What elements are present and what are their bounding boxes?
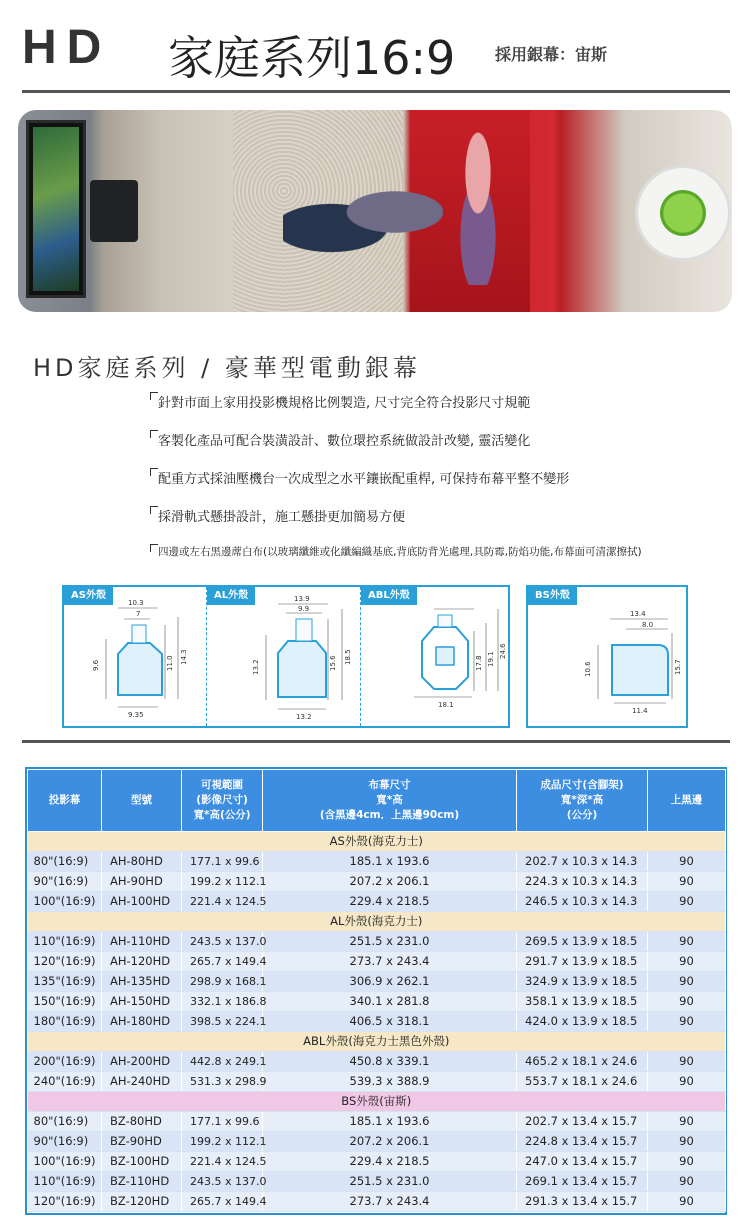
dim-label: 8.0 xyxy=(642,621,654,629)
dim-label: 11.0 xyxy=(166,655,174,671)
cell-view-size: 442.8 x 249.1 xyxy=(182,1052,263,1072)
group-label: AL外殼(海克力士) xyxy=(28,912,726,932)
cell-screen-size: 306.9 x 262.1 xyxy=(263,972,517,992)
table-row xyxy=(28,1192,726,1212)
cell-model: AH-150HD xyxy=(102,992,182,1012)
table-row xyxy=(28,1052,726,1072)
cell-model: BZ-110HD xyxy=(102,1172,182,1192)
cell-product-size: 269.1 x 13.4 x 15.7 xyxy=(517,1172,648,1192)
table-header-row xyxy=(28,770,726,832)
feature-item: 針對市面上家用投影機規格比例製造, 尺寸完全符合投影尺寸規範 xyxy=(150,392,740,430)
cell-size: 150"(16:9) xyxy=(28,992,102,1012)
col-header-drop: 上黑邊 xyxy=(648,770,726,832)
feature-item: 採滑軌式懸掛設計，施工懸掛更加簡易方便 xyxy=(150,506,740,544)
fruit-bowl-illustration xyxy=(660,190,706,236)
table-row xyxy=(28,1112,726,1132)
table-group-row xyxy=(28,912,726,932)
col-header-size: 投影幕 xyxy=(28,770,102,832)
cell-model: BZ-100HD xyxy=(102,1152,182,1172)
col-header-product: 成品尺寸(含腳架) 寬*深*高 (公分) xyxy=(517,770,648,832)
cell-view-size: 243.5 x 137.0 xyxy=(182,932,263,952)
col-header-model: 型號 xyxy=(102,770,182,832)
table-group-row xyxy=(28,1092,726,1112)
dim-label: 24.6 xyxy=(499,643,507,659)
cell-model: AH-135HD xyxy=(102,972,182,992)
dim-label: 11.4 xyxy=(632,707,648,715)
cell-drop: 90 xyxy=(648,1112,726,1132)
cell-screen-size: 229.4 x 218.5 xyxy=(263,892,517,912)
bs-housing-box xyxy=(526,585,688,728)
cell-size: 135"(16:9) xyxy=(28,972,102,992)
abl-housing-diagram xyxy=(400,601,510,719)
cell-product-size: 224.3 x 10.3 x 14.3 xyxy=(517,872,648,892)
cell-product-size: 202.7 x 10.3 x 14.3 xyxy=(517,852,648,872)
series-title: 家庭系列16:9 xyxy=(168,31,456,85)
cell-size: 80"(16:9) xyxy=(28,1112,102,1132)
dim-label: 13.2 xyxy=(252,659,260,675)
housing-divider xyxy=(206,587,207,726)
cell-drop: 90 xyxy=(648,892,726,912)
table-row xyxy=(28,932,726,952)
table-row xyxy=(28,1152,726,1172)
cell-product-size: 424.0 x 13.9 x 18.5 xyxy=(517,1012,648,1032)
cell-model: BZ-90HD xyxy=(102,1132,182,1152)
cell-view-size: 199.2 x 112.1 xyxy=(182,872,263,892)
dim-label: 9.9 xyxy=(298,605,310,613)
table-row xyxy=(28,972,726,992)
feature-item: 配重方式採油壓機台一次成型之水平鑲嵌配重桿, 可保持布幕平整不變形 xyxy=(150,468,740,506)
cell-size: 120"(16:9) xyxy=(28,952,102,972)
cell-screen-size: 251.5 x 231.0 xyxy=(263,1172,517,1192)
table-row xyxy=(28,1172,726,1192)
cell-model: BZ-80HD xyxy=(102,1112,182,1132)
cell-product-size: 553.7 x 18.1 x 24.6 xyxy=(517,1072,648,1092)
dim-label: 19.1 xyxy=(487,651,495,667)
cell-screen-size: 207.2 x 206.1 xyxy=(263,872,517,892)
cell-product-size: 246.5 x 10.3 x 14.3 xyxy=(517,892,648,912)
cell-view-size: 265.7 x 149.4 xyxy=(182,1192,263,1212)
cell-drop: 90 xyxy=(648,992,726,1012)
table-group-row xyxy=(28,1032,726,1052)
feature-item: 四邊或左右黑邊蓆白布(以玻璃纖維或化纖編織基底,背底防背光處理,具防霉,防焰功能,布幕面可清潔擦拭) xyxy=(150,544,740,582)
cell-drop: 90 xyxy=(648,872,726,892)
spec-table xyxy=(27,769,726,1212)
table-row xyxy=(28,992,726,1012)
dim-label: 7 xyxy=(136,610,141,618)
cell-drop: 90 xyxy=(648,972,726,992)
tv-stand-illustration xyxy=(90,180,138,242)
hd-logo-text: HD xyxy=(22,21,112,74)
cell-product-size: 247.0 x 13.4 x 15.7 xyxy=(517,1152,648,1172)
cell-model: AH-110HD xyxy=(102,932,182,952)
cell-screen-size: 185.1 x 193.6 xyxy=(263,1112,517,1132)
cell-screen-size: 229.4 x 218.5 xyxy=(263,1152,517,1172)
cell-size: 90"(16:9) xyxy=(28,872,102,892)
cell-screen-size: 273.7 x 243.4 xyxy=(263,1192,517,1212)
cell-drop: 90 xyxy=(648,1012,726,1032)
cell-view-size: 221.4 x 124.5 xyxy=(182,892,263,912)
cell-view-size: 221.4 x 124.5 xyxy=(182,1152,263,1172)
cell-size: 120"(16:9) xyxy=(28,1192,102,1212)
col-header-view: 可視範圍 (影像尺寸) 寬*高(公分) xyxy=(182,770,263,832)
cell-screen-size: 406.5 x 318.1 xyxy=(263,1012,517,1032)
cell-view-size: 398.5 x 224.1 xyxy=(182,1012,263,1032)
cell-view-size: 298.9 x 168.1 xyxy=(182,972,263,992)
cell-drop: 90 xyxy=(648,1152,726,1172)
col-header-screen: 布幕尺寸 寬*高 (含黑邊4cm．上黑邊90cm) xyxy=(263,770,517,832)
cell-drop: 90 xyxy=(648,932,726,952)
cell-model: AH-240HD xyxy=(102,1072,182,1092)
cell-product-size: 324.9 x 13.9 x 18.5 xyxy=(517,972,648,992)
cell-product-size: 358.1 x 13.9 x 18.5 xyxy=(517,992,648,1012)
cell-size: 100"(16:9) xyxy=(28,892,102,912)
cell-size: 110"(16:9) xyxy=(28,932,102,952)
person-illustration xyxy=(283,180,443,260)
dim-label: 10.3 xyxy=(128,599,144,607)
cell-model: AH-200HD xyxy=(102,1052,182,1072)
cell-view-size: 243.5 x 137.0 xyxy=(182,1172,263,1192)
table-row xyxy=(28,872,726,892)
housing-diagrams xyxy=(62,585,510,728)
table-row xyxy=(28,1072,726,1092)
section-divider xyxy=(22,740,730,743)
housing-tag-al: AL外殼 xyxy=(207,587,255,605)
cell-size: 80"(16:9) xyxy=(28,852,102,872)
cell-model: AH-80HD xyxy=(102,852,182,872)
spec-table-container xyxy=(25,767,727,1215)
dim-label: 18.1 xyxy=(438,701,454,709)
dim-label: 9.6 xyxy=(92,659,100,671)
cell-model: AH-120HD xyxy=(102,952,182,972)
cell-size: 200"(16:9) xyxy=(28,1052,102,1072)
cell-view-size: 177.1 x 99.6 xyxy=(182,1112,263,1132)
bs-housing-diagram xyxy=(568,603,686,719)
table-row xyxy=(28,892,726,912)
housing-tag-abl: ABL外殼 xyxy=(361,587,417,605)
feature-list xyxy=(150,392,740,582)
dim-label: 18.5 xyxy=(344,649,352,665)
group-label: AS外殼(海克力士) xyxy=(28,832,726,852)
dim-label: 15.6 xyxy=(329,655,337,671)
cell-model: AH-180HD xyxy=(102,1012,182,1032)
cell-product-size: 465.2 x 18.1 x 24.6 xyxy=(517,1052,648,1072)
cell-model: AH-100HD xyxy=(102,892,182,912)
cell-product-size: 224.8 x 13.4 x 15.7 xyxy=(517,1132,648,1152)
feature-item: 客製化產品可配合裝潢設計、數位環控系統做設計改變, 靈活變化 xyxy=(150,430,740,468)
cell-drop: 90 xyxy=(648,952,726,972)
cell-view-size: 265.7 x 149.4 xyxy=(182,952,263,972)
person-illustration xyxy=(443,125,513,285)
cell-size: 180"(16:9) xyxy=(28,1012,102,1032)
cell-drop: 90 xyxy=(648,1072,726,1092)
dim-label: 9.35 xyxy=(128,711,144,719)
cell-size: 90"(16:9) xyxy=(28,1132,102,1152)
cell-size: 240"(16:9) xyxy=(28,1072,102,1092)
table-row xyxy=(28,1012,726,1032)
cell-view-size: 177.1 x 99.6 xyxy=(182,852,263,872)
cell-drop: 90 xyxy=(648,1052,726,1072)
header-divider xyxy=(22,90,730,93)
dim-label: 13.9 xyxy=(294,595,310,603)
table-row xyxy=(28,1132,726,1152)
housing-tag-bs: BS外殼 xyxy=(528,587,577,605)
cell-view-size: 199.2 x 112.1 xyxy=(182,1132,263,1152)
al-housing-diagram xyxy=(244,595,356,721)
housing-divider xyxy=(360,587,361,726)
cell-drop: 90 xyxy=(648,1172,726,1192)
cell-screen-size: 340.1 x 281.8 xyxy=(263,992,517,1012)
dim-label: 13.2 xyxy=(296,713,312,721)
side-table-illustration xyxy=(638,168,728,258)
cell-drop: 90 xyxy=(648,852,726,872)
cell-screen-size: 273.7 x 243.4 xyxy=(263,952,517,972)
cell-product-size: 269.5 x 13.9 x 18.5 xyxy=(517,932,648,952)
cell-product-size: 291.3 x 13.4 x 15.7 xyxy=(517,1192,648,1212)
group-label: BS外殼(宙斯) xyxy=(28,1092,726,1112)
screen-note: 採用銀幕：宙斯 xyxy=(495,45,608,64)
cell-screen-size: 251.5 x 231.0 xyxy=(263,932,517,952)
living-room-photo xyxy=(18,110,732,312)
dim-label: 13.4 xyxy=(630,610,646,618)
cell-screen-size: 539.3 x 388.9 xyxy=(263,1072,517,1092)
table-row xyxy=(28,852,726,872)
cell-product-size: 291.7 x 13.9 x 18.5 xyxy=(517,952,648,972)
cell-model: AH-90HD xyxy=(102,872,182,892)
table-row xyxy=(28,952,726,972)
cell-model: BZ-120HD xyxy=(102,1192,182,1212)
cell-product-size: 202.7 x 13.4 x 15.7 xyxy=(517,1112,648,1132)
cell-view-size: 332.1 x 186.8 xyxy=(182,992,263,1012)
dim-label: 15.7 xyxy=(674,659,682,675)
cell-drop: 90 xyxy=(648,1192,726,1212)
cell-view-size: 531.3 x 298.9 xyxy=(182,1072,263,1092)
tv-illustration xyxy=(26,120,86,298)
cell-size: 110"(16:9) xyxy=(28,1172,102,1192)
as-housing-diagram xyxy=(88,599,200,719)
cell-screen-size: 207.2 x 206.1 xyxy=(263,1132,517,1152)
dim-label: 10.6 xyxy=(584,661,592,677)
section-title: HD家庭系列 / 豪華型電動銀幕 xyxy=(33,354,421,382)
table-group-row xyxy=(28,832,726,852)
cell-drop: 90 xyxy=(648,1132,726,1152)
dim-label: 17.8 xyxy=(475,655,483,671)
group-label: ABL外殼(海克力士黑色外殼) xyxy=(28,1032,726,1052)
cell-size: 100"(16:9) xyxy=(28,1152,102,1172)
cell-screen-size: 450.8 x 339.1 xyxy=(263,1052,517,1072)
dim-label: 14.3 xyxy=(180,649,188,665)
housing-tag-as: AS外殼 xyxy=(64,587,113,605)
table-body xyxy=(28,832,726,1212)
cell-screen-size: 185.1 x 193.6 xyxy=(263,852,517,872)
page-header xyxy=(0,0,750,92)
